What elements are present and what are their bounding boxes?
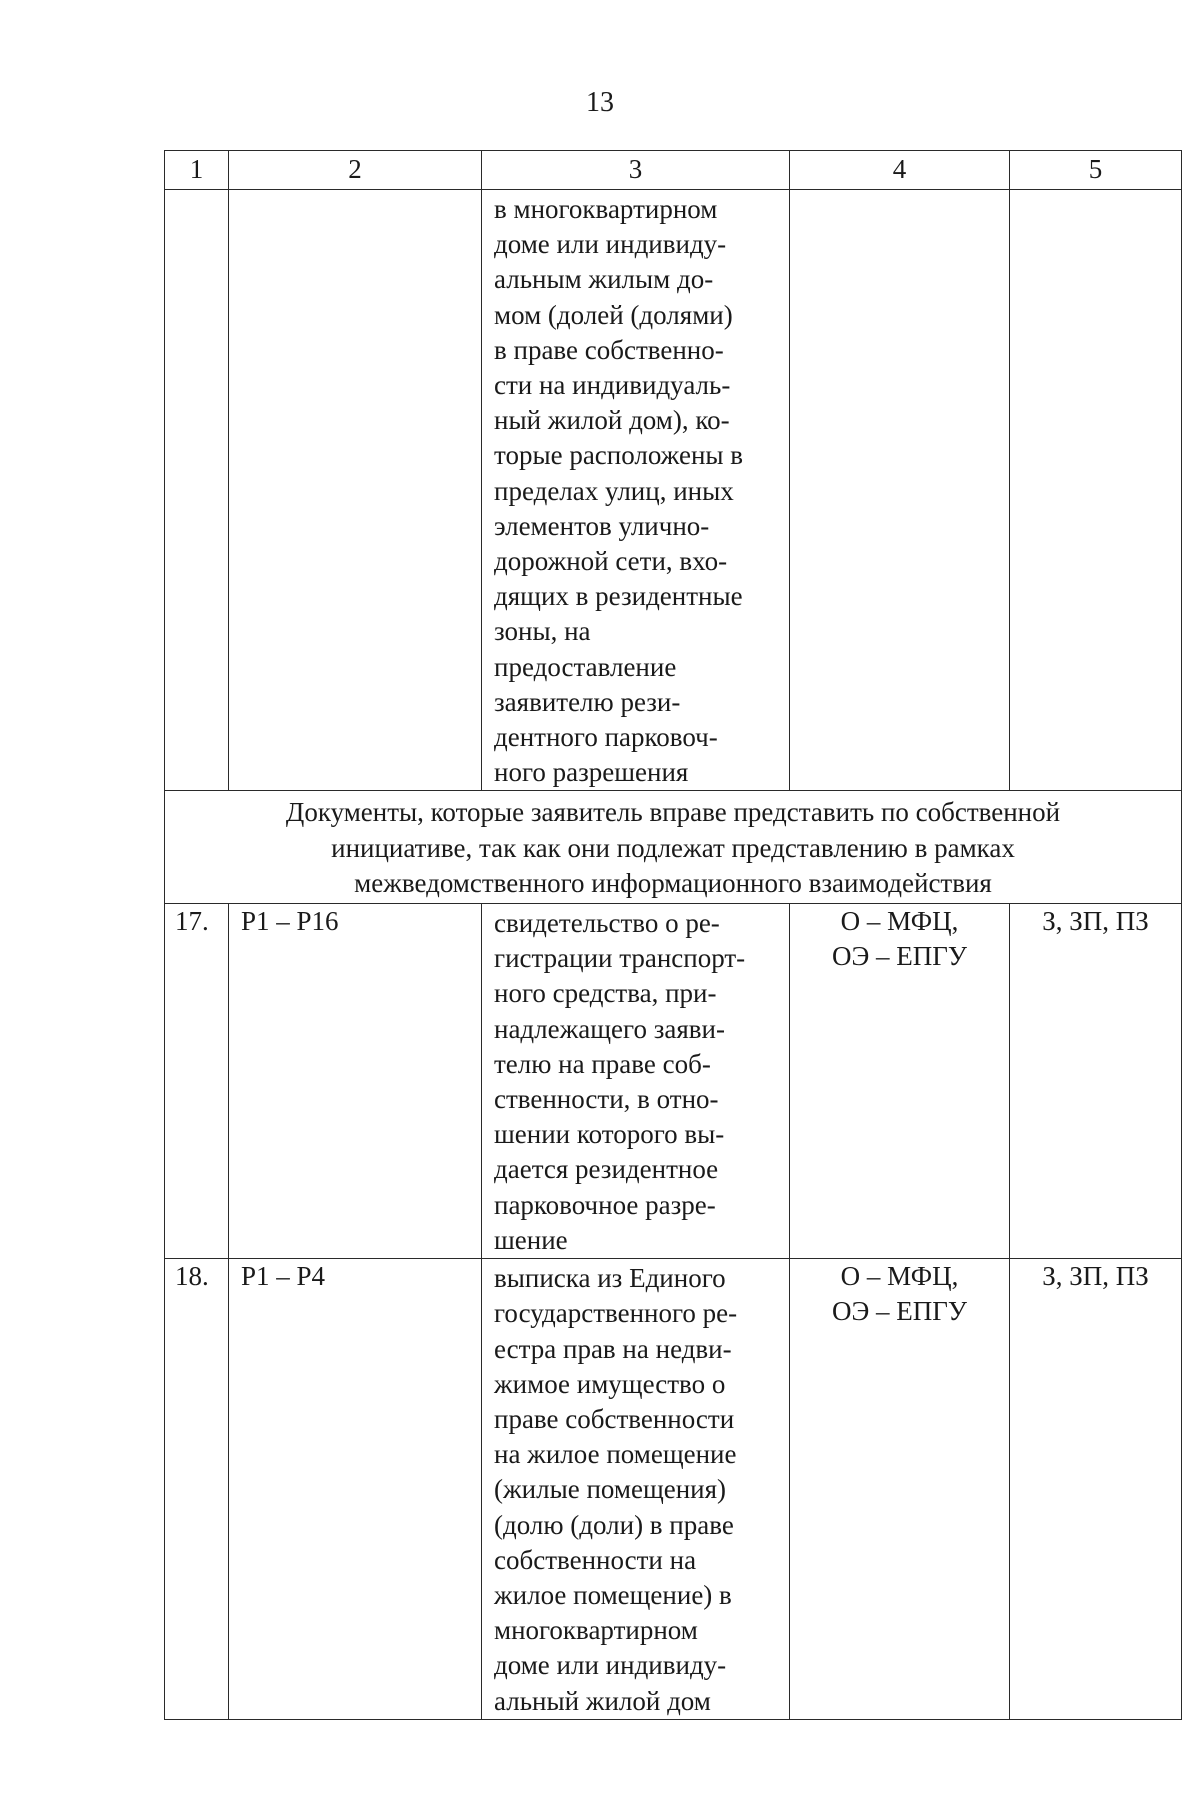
text-line: парковочное разре- xyxy=(494,1189,716,1220)
text-line: телю на праве соб- xyxy=(494,1048,711,1079)
section-heading-row xyxy=(165,791,1182,904)
method-line: ОЭ – ЕПГУ xyxy=(831,1296,968,1327)
text-line: доме или индивиду- xyxy=(494,1650,727,1681)
row-method xyxy=(790,1259,1010,1720)
row-codes: З, ЗП, ПЗ xyxy=(1010,1259,1182,1720)
text-line: торые расположены в xyxy=(494,440,744,471)
text-line: зоны, на xyxy=(494,616,591,647)
text-line: свидетельство о ре- xyxy=(494,908,720,939)
text-line: элементов улично- xyxy=(494,510,710,541)
continuation-method-cell xyxy=(790,190,1010,791)
method-line: ОЭ – ЕПГУ xyxy=(831,941,968,972)
header-cell-2: 2 xyxy=(229,151,482,190)
continuation-codes-cell xyxy=(1010,190,1182,791)
section-heading-line: межведомственного информационного взаимодействия xyxy=(354,867,992,898)
text-line: шение xyxy=(494,1224,568,1255)
text-line: ного средства, при- xyxy=(494,978,717,1009)
text-line: альный жилой дом xyxy=(494,1685,711,1716)
header-cell-1: 1 xyxy=(165,151,229,190)
row-document xyxy=(482,904,790,1259)
method-line: О – МФЦ, xyxy=(840,1261,959,1292)
text-line: дорожной сети, вхо- xyxy=(494,546,728,577)
text-line: ственности, в отно- xyxy=(494,1084,719,1115)
text-line: ного разрешения xyxy=(494,757,689,788)
table-header-row xyxy=(165,151,1182,190)
text-line: мом (долей (долями) xyxy=(494,299,733,330)
text-line: естра прав на недви- xyxy=(494,1333,732,1364)
text-line: дается резидентное xyxy=(494,1154,719,1185)
text-line: (жилые помещения) xyxy=(494,1474,727,1505)
text-line: пределах улиц, иных xyxy=(494,475,734,506)
method-line: О – МФЦ, xyxy=(840,906,959,937)
continuation-document-cell xyxy=(482,190,790,791)
table-row xyxy=(165,904,1182,1259)
header-cell-4: 4 xyxy=(790,151,1010,190)
text-line: выписка из Единого xyxy=(494,1263,726,1294)
text-line: многоквартирном xyxy=(494,1615,698,1646)
page-number: 13 xyxy=(586,87,614,118)
text-line: альным жилым до- xyxy=(494,264,714,295)
text-line: дящих в резидентные xyxy=(494,581,743,612)
section-heading-line: Документы, которые заявитель вправе представить по собственной xyxy=(285,797,1061,828)
row-method xyxy=(790,904,1010,1259)
documents-table xyxy=(164,150,1182,1720)
text-line: на жилое помещение xyxy=(494,1439,737,1470)
text-line: ный жилой дом), ко- xyxy=(494,405,730,436)
text-line: шении которого вы- xyxy=(494,1119,725,1150)
section-heading-line: инициативе, так как они подлежат представлению в рамках xyxy=(331,832,1015,863)
table-row xyxy=(165,1259,1182,1720)
text-line: дентного парковоч- xyxy=(494,722,718,753)
text-line: жимое имущество о xyxy=(494,1368,726,1399)
text-line: сти на индивидуаль- xyxy=(494,370,731,401)
text-line: в многоквартирном xyxy=(494,194,718,224)
row-range: Р1 – Р4 xyxy=(229,1259,482,1720)
text-line: в праве собственно- xyxy=(494,334,724,365)
text-line: гистрации транспорт- xyxy=(494,943,746,974)
text-line: надлежащего заяви- xyxy=(494,1013,725,1044)
text-line: собственности на xyxy=(494,1544,697,1575)
text-line: заявителю рези- xyxy=(494,686,681,717)
row-codes: З, ЗП, ПЗ xyxy=(1010,904,1182,1259)
section-heading xyxy=(165,791,1182,904)
text-line: жилое помещение) в xyxy=(494,1579,732,1610)
row-range: Р1 – Р16 xyxy=(229,904,482,1259)
header-cell-5: 5 xyxy=(1010,151,1182,190)
text-line: предоставление xyxy=(494,651,677,682)
continuation-row xyxy=(165,190,1182,791)
text-line: доме или индивиду- xyxy=(494,229,727,260)
row-number: 17. xyxy=(165,904,229,1259)
text-line: праве собственности xyxy=(494,1403,735,1434)
header-cell-3: 3 xyxy=(482,151,790,190)
continuation-range-cell xyxy=(229,190,482,791)
text-line: (долю (доли) в праве xyxy=(494,1509,734,1540)
row-number: 18. xyxy=(165,1259,229,1720)
row-document xyxy=(482,1259,790,1720)
continuation-num-cell xyxy=(165,190,229,791)
text-line: государственного ре- xyxy=(494,1298,738,1329)
